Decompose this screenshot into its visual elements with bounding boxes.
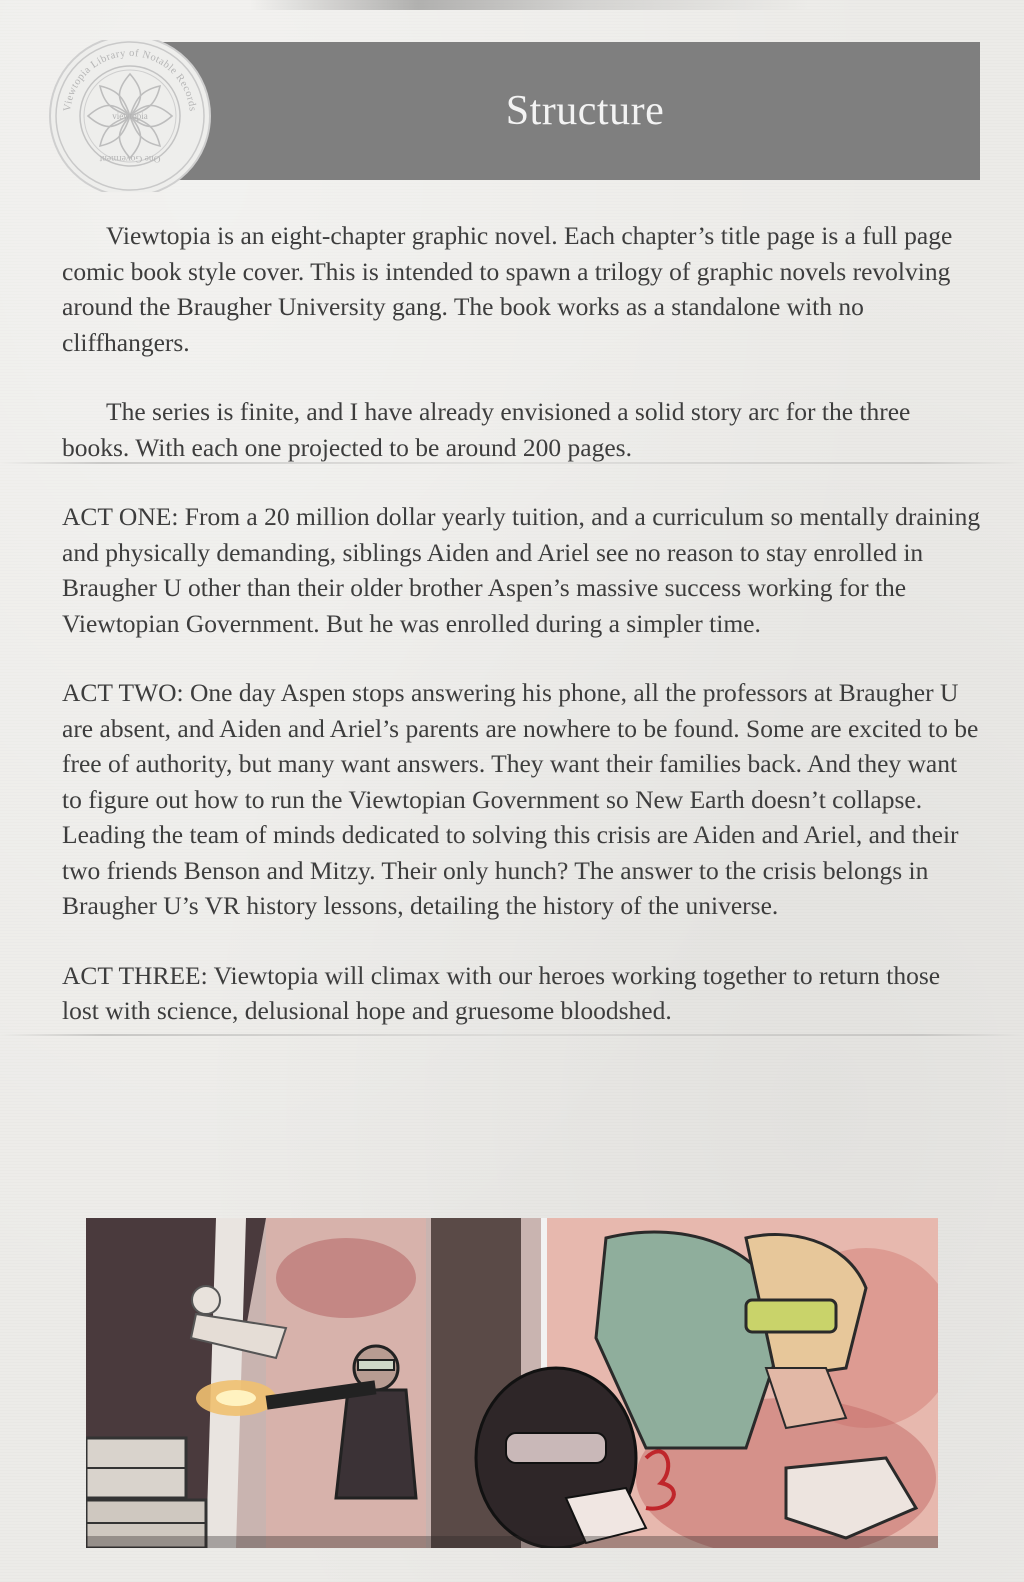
library-seal-icon (44, 40, 216, 192)
seal-bottom-text: One Goverment (99, 153, 161, 163)
series-paragraph: The series is finite, and I have already envisioned a solid story arc for the three books. With each one projected to be around 200 pages. (62, 397, 911, 462)
seal-center-text: viewtopia (112, 111, 148, 121)
act-one-paragraph: ACT ONE: From a 20 million dollar yearly tuition, and a curriculum so mentally draining and physically demanding, siblings Aiden and Ariel see no reason to stay enrolled in Braugher U other than their older brother Aspen’s massive success working for the Viewtopian Government. But he was enrolled during a simpler time. (62, 502, 981, 638)
svg-text:One Goverment (99, 153, 160, 163)
body-text (62, 218, 982, 1063)
act-three-paragraph: ACT THREE: Viewtopia will climax with our heroes working together to return those lost with science, delusional hope and gruesome bloodshed. (62, 960, 941, 1025)
seal-text: Viewtopia Library of Notable Records (62, 47, 198, 113)
paper-grime (250, 0, 810, 10)
intro-paragraph: Viewtopia is an eight-chapter graphic novel. Each chapter’s title page is a full page comic book style cover. This is intended to spawn a trilogy of graphic novels revolving around the Braugher University gang. The book works as a standalone with no cliffhangers. (62, 221, 953, 357)
comic-panel-illustration (86, 1218, 938, 1548)
page-title: Structure (505, 88, 665, 134)
act-two-paragraph: ACT TWO: One day Aspen stops answering his phone, all the professors at Braugher U are absent, and Aiden and Ariel’s parents are nowhere to be found. Some are excited to be free of authority, but many want answers. They want their families back. And they want to figure out how to run the Viewtopian Government so New Earth doesn’t collapse. Leading the team of minds dedicated to solving this crisis are Aiden and Ariel, and their two friends Benson and Mitzy. Their only hunch? The answer to the crisis belongs in Braugher U’s VR history lessons, detailing the history of the universe. (62, 678, 979, 920)
